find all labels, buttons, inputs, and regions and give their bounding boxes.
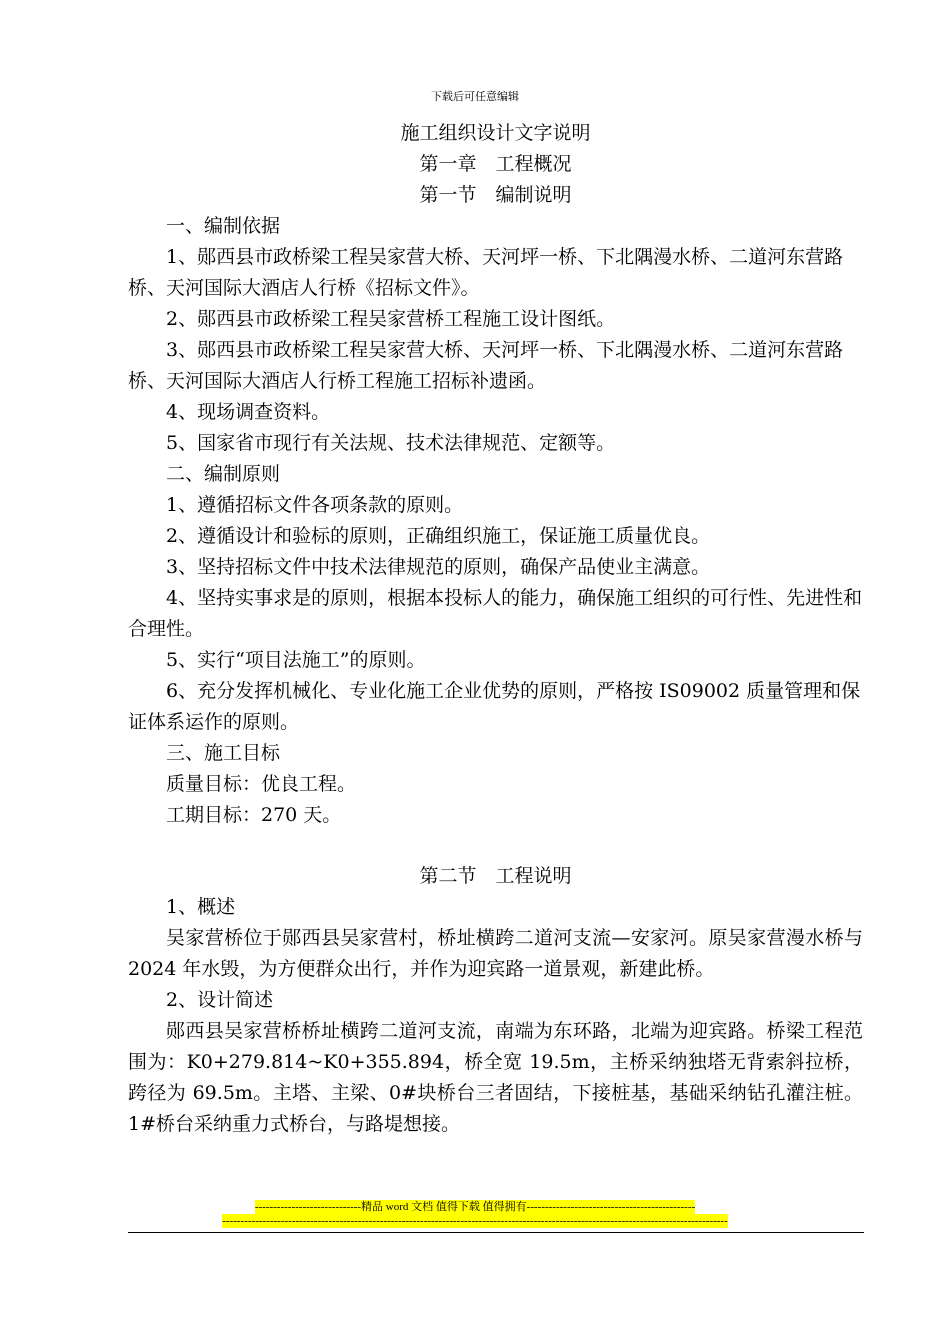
section1-heading: 第一节 编制说明: [419, 184, 572, 206]
principle-item-6: 6、充分发挥机械化、专业化施工企业优势的原则，严格按 IS09002 质量管理和保证体系运作的原则。: [128, 680, 861, 733]
design-heading: 2、设计简述: [166, 989, 274, 1011]
overview-heading: 1、概述: [166, 896, 236, 918]
principles-heading: 二、编制原则: [166, 463, 281, 485]
section2-heading: 第二节 工程说明: [419, 865, 572, 887]
header-note: 下载后可任意编辑: [431, 90, 519, 103]
goals-heading: 三、施工目标: [166, 742, 281, 764]
schedule-goal: 工期目标：270 天。: [166, 804, 342, 826]
principle-item-5: 5、实行“项目法施工”的原则。: [166, 649, 426, 671]
basis-heading: 一、编制依据: [166, 215, 281, 237]
document-title: 施工组织设计文字说明: [400, 122, 591, 144]
overview-text: 吴家营桥位于郧西县吴家营村，桥址横跨二道河支流—安家河。原吴家营漫水桥与 2024 年水毁，为方便群众出行，并作为迎宾路一道景观，新建此桥。: [128, 927, 863, 980]
footer-line-2: ------------------------------------------------------------------------------------------------------------------------------------------: [222, 1215, 728, 1227]
principle-item-3: 3、坚持招标文件中技术法律规范的原则，确保产品使业主满意。: [166, 556, 711, 578]
footer-rule: [128, 1232, 864, 1233]
principle-item-2: 2、遵循设计和验标的原则，正确组织施工，保证施工质量优良。: [166, 525, 711, 547]
basis-item-1: 1、郧西县市政桥梁工程吴家营大桥、天河坪一桥、下北隅漫水桥、二道河东营路桥、天河国际大酒店人行桥《招标文件》。: [128, 246, 844, 299]
document-body: [128, 118, 863, 1140]
basis-item-5: 5、国家省市现行有关法规、技术法律规范、定额等。: [166, 432, 616, 454]
quality-goal: 质量目标：优良工程。: [166, 773, 357, 795]
chapter-heading: 第一章 工程概况: [419, 153, 572, 175]
principle-item-1: 1、遵循招标文件各项条款的原则。: [166, 494, 464, 516]
basis-item-2: 2、郧西县市政桥梁工程吴家营桥工程施工设计图纸。: [166, 308, 616, 330]
design-text: 郧西县吴家营桥桥址横跨二道河支流，南端为东环路，北端为迎宾路。桥梁工程范围为：K0+279.814~K0+355.894，桥全宽 19.5m，主桥采纳独塔无背索斜拉桥，跨径为 69.5m。主塔、主梁、0#块桥台三者固结，下接桩基，基础采纳钻孔灌注桩。1#桥台采纳重力式桥台，与路堤想接。: [128, 1020, 863, 1135]
basis-item-4: 4、现场调查资料。: [166, 401, 331, 423]
footer-banner: [0, 1200, 950, 1228]
footer-line-1: -----------------------------精品 word 文档 值得下载 值得拥有----------------------------------------------: [254, 1201, 696, 1213]
basis-item-3: 3、郧西县市政桥梁工程吴家营大桥、天河坪一桥、下北隅漫水桥、二道河东营路桥、天河国际大酒店人行桥工程施工招标补遗函。: [128, 339, 844, 392]
principle-item-4: 4、坚持实事求是的原则，根据本投标人的能力，确保施工组织的可行性、先进性和合理性。: [128, 587, 863, 640]
